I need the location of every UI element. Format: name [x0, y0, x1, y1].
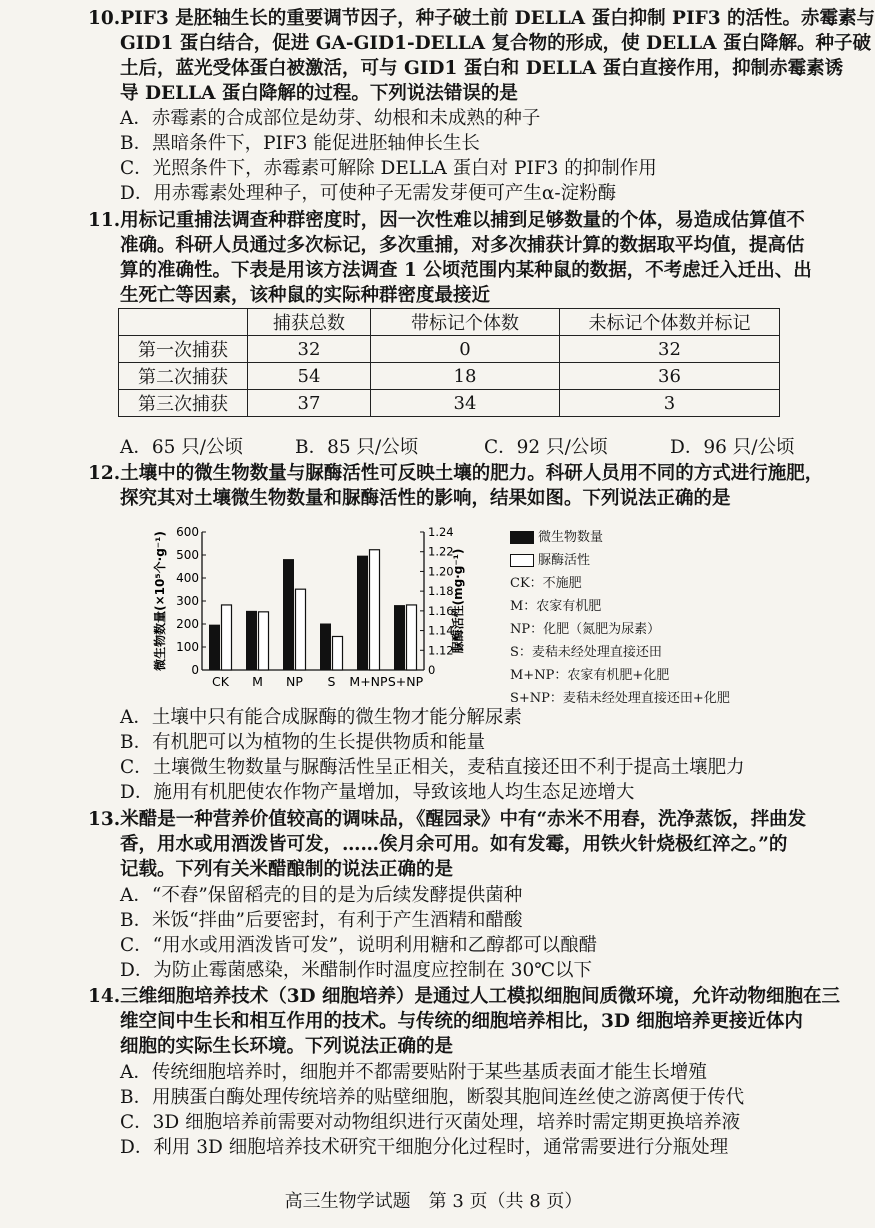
- q11-line-1: 11.用标记重捕法调查种群密度时，因一次性难以捕到足够数量的个体，易造成估算值不: [88, 210, 805, 231]
- q13-option-b: B．米饭“拌曲”后要密封，有利于产生酒精和醋酸: [120, 910, 523, 931]
- q10-option-b: B．黑暗条件下，PIF3 能促进胚轴伸长生长: [120, 133, 480, 154]
- q14-line-3: 细胞的实际生长环境。下列说法正确的是: [120, 1036, 454, 1057]
- y-tick-label-left: 300: [176, 594, 199, 608]
- y-tick-label-right: 1.14: [428, 623, 454, 638]
- capture-table: [118, 308, 780, 417]
- page-footer: 高三生物学试题 第 3 页（共 8 页）: [284, 1191, 583, 1212]
- table-cell: 32: [560, 336, 780, 363]
- q12-option-d: D．施用有机肥使农作物产量增加，导致该地人均生态足迹增大: [120, 782, 635, 803]
- q14-option-b: B．用胰蛋白酶处理传统培养的贴壁细胞，断裂其胞间连丝使之游离便于传代: [120, 1087, 745, 1108]
- q11-line-3: 算的准确性。下表是用该方法调查 1 公顷范围内某种鼠的数据，不考虑迁入迁出、出: [120, 260, 812, 281]
- bar-microbe-S: [321, 624, 331, 670]
- q13-option-c: C．“用水或用酒泼皆可发”，说明利用糖和乙醇都可以酿醋: [120, 935, 598, 956]
- y-tick-label-right: 1.22: [428, 544, 454, 559]
- q10-number: 10.: [88, 8, 121, 29]
- q12-option-b: B．有机肥可以为植物的生长提供物质和能量: [120, 732, 486, 753]
- q14-line-1: 14.三维细胞培养技术（3D 细胞培养）是通过人工模拟细胞间质微环境，允许动物细胞在三: [88, 986, 841, 1007]
- bar-microbe-M: [247, 611, 257, 670]
- q10-option-a: A．赤霉素的合成部位是幼芽、幼根和未成熟的种子: [120, 108, 541, 129]
- legend-swatch-black: [510, 531, 534, 544]
- table-cell: 18: [371, 363, 560, 390]
- bar-microbe-NP: [284, 560, 294, 670]
- q12-line-1: 12.土壤中的微生物数量与脲酶活性可反映土壤的肥力。科研人员用不同的方式进行施肥，: [88, 463, 824, 484]
- table-cell: 0: [371, 336, 560, 363]
- bar-microbe-M+NP: [358, 556, 368, 670]
- bar-urease-S+NP: [407, 605, 417, 670]
- x-tick-label: NP: [286, 674, 303, 689]
- legend-np: NP：化肥（氮肥为尿素）: [510, 622, 661, 637]
- y-tick-label-left: 0: [191, 663, 199, 677]
- table-cell: 第一次捕获: [119, 336, 248, 363]
- table-cell: 3: [560, 390, 780, 417]
- q11-option-b: B．85 只/公顷: [295, 437, 419, 458]
- q14-line-2: 维空间中生长和相互作用的技术。与传统的细胞培养相比，3D 细胞培养更接近体内: [120, 1011, 803, 1032]
- table-header: 捕获总数: [248, 309, 371, 336]
- y-tick-label-right: 1.16: [428, 603, 454, 618]
- legend-swatch-white: [510, 554, 534, 567]
- table-cell: 37: [248, 390, 371, 417]
- q10-line-1: 10.PIF3 是胚轴生长的重要调节因子，种子破土前 DELLA 蛋白抑制 PIF3 的活性。赤霉素与: [88, 8, 875, 29]
- x-tick-label: M+NP: [349, 674, 388, 689]
- x-tick-label: CK: [212, 674, 229, 689]
- q11-option-d: D．96 只/公顷: [670, 437, 795, 458]
- table-row: [119, 363, 780, 390]
- q12-line-2: 探究其对土壤微生物数量和脲酶活性的影响，结果如图。下列说法正确的是: [120, 488, 731, 509]
- q11-option-a: A．65 只/公顷: [120, 437, 244, 458]
- q13-number: 13.: [88, 809, 121, 830]
- y-axis-title-left: 微生物数量(×10⁵个·g⁻¹): [153, 531, 167, 671]
- q13-line-3: 记载。下列有关米醋酿制的说法正确的是: [120, 859, 454, 880]
- x-tick-label: S+NP: [387, 674, 424, 689]
- legend-m: M：农家有机肥: [510, 599, 602, 614]
- x-tick-label: M: [252, 674, 263, 689]
- y-tick-label-left: 600: [176, 525, 199, 539]
- q12-option-c: C．土壤微生物数量与脲酶活性呈正相关，麦秸直接还田不利于提高土壤肥力: [120, 757, 745, 778]
- legend-s: S：麦秸未经处理直接还田: [510, 645, 662, 660]
- q13-line-2: 香，用水或用酒泼皆可发，……俟月余可用。如有发霉，用铁火针烧极红淬之。”的: [120, 834, 788, 855]
- table-cell: 34: [371, 390, 560, 417]
- q11-line-2: 准确。科研人员通过多次标记，多次重捕，对多次捕获计算的数据取平均值，提高估: [120, 235, 805, 256]
- table-header: 未标记个体数并标记: [560, 309, 780, 336]
- chart-legend: [510, 526, 730, 710]
- bar-microbe-S+NP: [395, 606, 405, 670]
- legend-ck: CK：不施肥: [510, 576, 582, 591]
- table-cell: 36: [560, 363, 780, 390]
- bar-urease-M: [259, 612, 269, 670]
- q14-option-c: C．3D 细胞培养前需要对动物组织进行灭菌处理，培养时需定期更换培养液: [120, 1112, 741, 1133]
- q10-line-4: 导 DELLA 蛋白降解的过程。下列说法错误的是: [120, 83, 518, 104]
- q13-option-d: D．为防止霉菌感染，米醋制作时温度应控制在 30℃以下: [120, 960, 592, 981]
- legend-m-np: M+NP：农家有机肥+化肥: [510, 668, 670, 683]
- table-header: 带标记个体数: [371, 309, 560, 336]
- bar-urease-M+NP: [370, 550, 380, 670]
- q11-line-4: 生死亡等因素，该种鼠的实际种群密度最接近: [120, 285, 491, 306]
- q10-option-d: D．用赤霉素处理种子，可使种子无需发芽便可产生α-淀粉酶: [120, 183, 617, 204]
- q12-option-a: A．土壤中只有能合成脲酶的微生物才能分解尿素: [120, 707, 522, 728]
- q12-number: 12.: [88, 463, 121, 484]
- q14-option-a: A．传统细胞培养时，细胞并不都需要贴附于某些基质表面才能生长增殖: [120, 1062, 707, 1083]
- q10-line-2: GID1 蛋白结合，促进 GA-GID1-DELLA 复合物的形成，使 DELLA 蛋白降解。种子破: [120, 33, 871, 54]
- table-cell: 第三次捕获: [119, 390, 248, 417]
- y-tick-label-right: 1.12: [428, 643, 454, 658]
- x-tick-label: S: [327, 674, 336, 689]
- y-tick-label-left: 400: [176, 571, 199, 585]
- q11-number: 11.: [88, 210, 121, 231]
- y-tick-label-right: 0: [428, 663, 436, 677]
- bar-microbe-CK: [210, 625, 220, 670]
- y-tick-label-left: 200: [176, 617, 199, 631]
- q13-line-1: 13.米醋是一种营养价值较高的调味品，《醒园录》中有“赤米不用舂，洗净蒸饭，拌曲发: [88, 809, 807, 830]
- q14-option-d: D．利用 3D 细胞培养技术研究干细胞分化过程时，通常需要进行分瓶处理: [120, 1137, 729, 1158]
- y-tick-label-left: 500: [176, 548, 199, 562]
- bar-urease-NP: [296, 589, 306, 670]
- legend-s-np: S+NP：麦秸未经处理直接还田+化肥: [510, 691, 730, 706]
- q14-number: 14.: [88, 986, 121, 1007]
- table-header: [119, 309, 248, 336]
- bar-urease-CK: [222, 605, 232, 670]
- bar-urease-S: [333, 636, 343, 670]
- table-header-row: [119, 309, 780, 336]
- y-tick-label-right: 1.24: [428, 525, 454, 539]
- q11-option-c: C．92 只/公顷: [484, 437, 608, 458]
- y-tick-label-right: 1.20: [428, 564, 454, 579]
- y-tick-label-right: 1.18: [428, 584, 454, 599]
- q10-line-3: 土后，蓝光受体蛋白被激活，可与 GID1 蛋白和 DELLA 蛋白直接作用，抑制赤霉素诱: [120, 58, 844, 79]
- y-axis-title-right: 脲酶活性(mg·g⁻¹): [451, 548, 465, 654]
- table-row: [119, 336, 780, 363]
- q10-option-c: C．光照条件下，赤霉素可解除 DELLA 蛋白对 PIF3 的抑制作用: [120, 158, 657, 179]
- fertilizer-bar-chart: [150, 520, 465, 700]
- table-cell: 第二次捕获: [119, 363, 248, 390]
- table-cell: 32: [248, 336, 371, 363]
- table-row: [119, 390, 780, 417]
- legend-entry-urease: 脲酶活性: [510, 549, 730, 572]
- table-cell: 54: [248, 363, 371, 390]
- y-tick-label-left: 100: [176, 640, 199, 654]
- q13-option-a: A．“不舂”保留稻壳的目的是为后续发酵提供菌种: [120, 885, 523, 906]
- legend-entry-microbe: 微生物数量: [510, 526, 730, 549]
